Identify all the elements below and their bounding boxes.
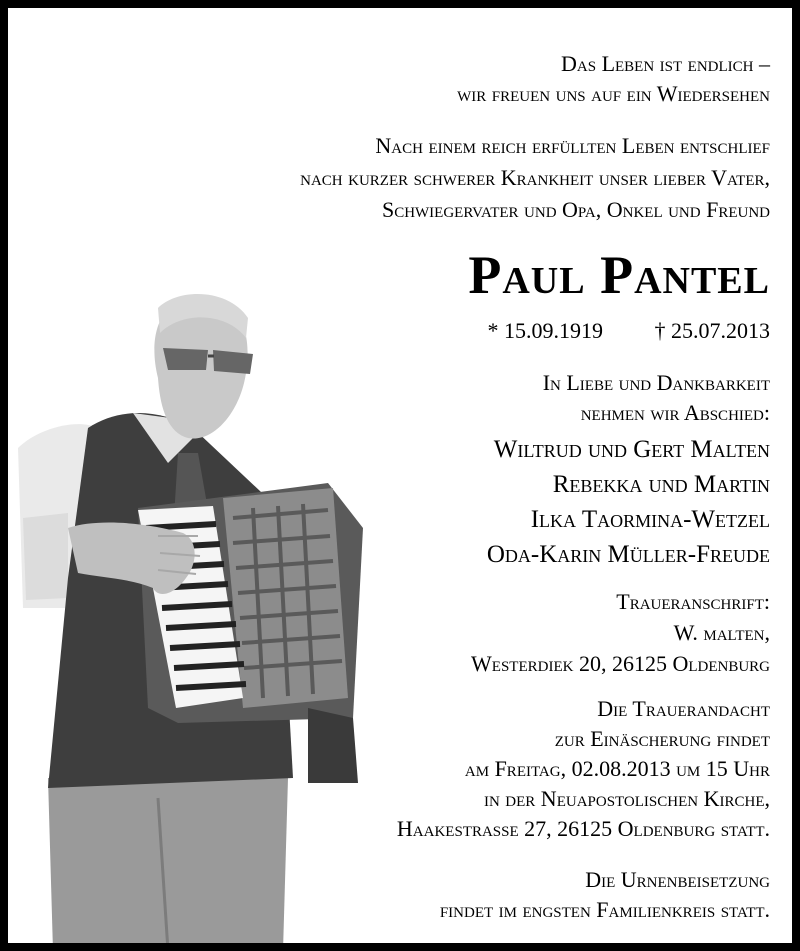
portrait-photo <box>8 278 373 951</box>
mourners-list <box>487 432 770 572</box>
mourner-name: Wiltrud und Gert Malten <box>493 436 770 463</box>
life-dates <box>442 316 771 346</box>
farewell-line: nehmen wir Abschied: <box>580 400 770 425</box>
address-line: W. malten, <box>673 620 770 645</box>
death-date: † 25.07.2013 <box>654 318 770 343</box>
mourner-name: Ilka Taormina-Wetzel <box>530 506 770 533</box>
address-line: Westerdiek 20, 26125 Oldenburg <box>471 651 770 676</box>
service-line: Haakestraße 27, 26125 Oldenburg statt. <box>396 816 770 841</box>
farewell-line: In Liebe und Dankbarkeit <box>542 370 770 395</box>
mourning-address <box>471 586 770 679</box>
deceased-name: Paul Pantel <box>468 245 770 305</box>
address-line: Traueranschrift: <box>616 589 770 614</box>
service-line: zur Einäscherung findet <box>554 726 770 751</box>
service-line: am Freitag, 02.08.2013 um 15 Uhr <box>464 756 770 781</box>
intro-line: nach kurzer schwerer Krankheit unser lieber Vater, <box>300 165 770 190</box>
motto-line: wir freuen uns auf ein Wiedersehen <box>457 81 770 106</box>
motto <box>457 49 770 109</box>
service-line: Die Trauerandacht <box>597 696 770 721</box>
urn-burial <box>440 865 770 925</box>
burial-line: findet im engsten Familienkreis statt. <box>439 897 770 922</box>
birth-date: * 15.09.1919 <box>487 318 603 343</box>
farewell-text <box>543 368 770 428</box>
mourner-name: Oda-Karin Müller-Freude <box>486 541 770 568</box>
burial-line: Die Urnenbeisetzung <box>585 867 770 892</box>
motto-line: Das Leben ist endlich – <box>561 51 770 76</box>
intro-line: Schwiegervater und Opa, Onkel und Freund <box>381 197 770 222</box>
intro-text <box>300 130 770 226</box>
mourner-name: Rebekka und Martin <box>552 471 770 498</box>
service-line: in der Neuapostolischen Kirche, <box>483 786 770 811</box>
memorial-service <box>397 694 770 844</box>
intro-line: Nach einem reich erfüllten Leben entschlief <box>375 133 770 158</box>
